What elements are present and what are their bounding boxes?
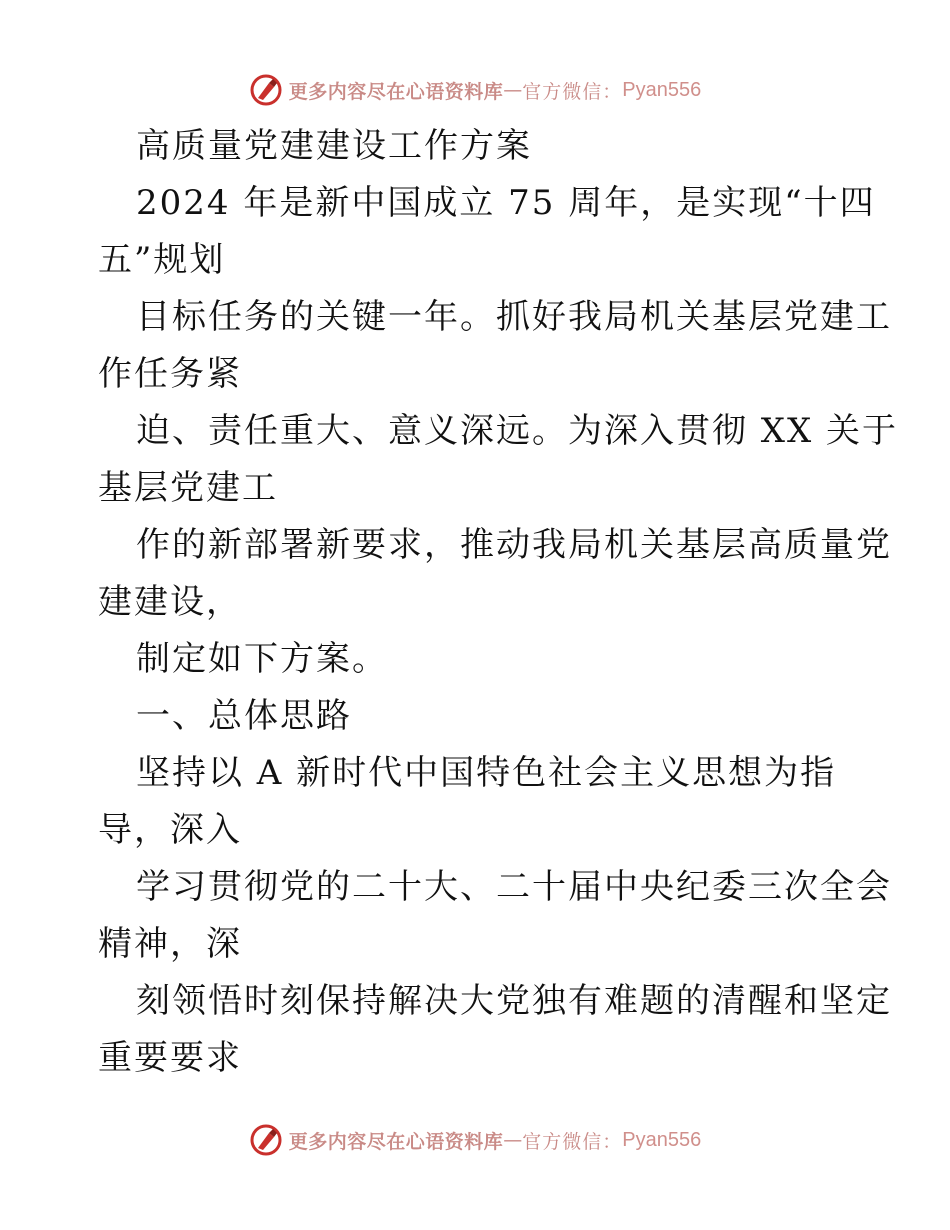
paragraph-line: 刻领悟时刻保持解决大党独有难题的清醒和坚定 bbox=[136, 981, 892, 1021]
paragraph-line: 建建设， bbox=[98, 582, 242, 622]
paragraph-line: 精神，深 bbox=[98, 924, 242, 964]
watermark-banner-bottom bbox=[0, 1120, 950, 1160]
pen-nib-circle-icon bbox=[249, 73, 283, 107]
watermark-text: 更多内容尽在心语资料库 bbox=[288, 1130, 504, 1153]
paragraph-line: 制定如下方案。 bbox=[136, 639, 388, 679]
paragraph-line: 作任务紧 bbox=[98, 354, 242, 394]
document-title: 高质量党建建设工作方案 bbox=[136, 126, 532, 166]
watermark-wechat-id: Pyan556 bbox=[622, 1128, 702, 1151]
paragraph-line: 五”规划 bbox=[98, 240, 226, 280]
paragraph-line: 重要要求 bbox=[98, 1038, 242, 1078]
paragraph-line: 2024 年是新中国成立 75 周年，是实现“十四 bbox=[136, 183, 876, 223]
paragraph-line: 基层党建工 bbox=[98, 468, 278, 508]
watermark-separator: — bbox=[503, 79, 523, 101]
pen-nib-circle-icon bbox=[249, 1123, 283, 1157]
watermark-banner-top bbox=[0, 70, 950, 110]
paragraph-line: 坚持以 A 新时代中国特色社会主义思想为指 bbox=[136, 753, 837, 793]
paragraph-line: 迫、责任重大、意义深远。为深入贯彻 XX 关于 bbox=[136, 411, 899, 451]
paragraph-line: 作的新部署新要求，推动我局机关基层高质量党 bbox=[136, 525, 892, 565]
paragraph-line: 目标任务的关键一年。抓好我局机关基层党建工 bbox=[136, 297, 892, 337]
watermark-separator: — bbox=[503, 1129, 523, 1151]
watermark-wechat-label: 官方微信： bbox=[522, 1130, 623, 1153]
watermark-wechat-id: Pyan556 bbox=[622, 78, 702, 101]
watermark-text: 更多内容尽在心语资料库 bbox=[288, 80, 504, 103]
watermark-wechat-label: 官方微信： bbox=[522, 80, 623, 103]
section-heading: 一、总体思路 bbox=[136, 696, 352, 736]
document-body bbox=[98, 118, 899, 1087]
paragraph-line: 导，深入 bbox=[98, 810, 242, 850]
paragraph-line: 学习贯彻党的二十大、二十届中央纪委三次全会 bbox=[136, 867, 892, 907]
